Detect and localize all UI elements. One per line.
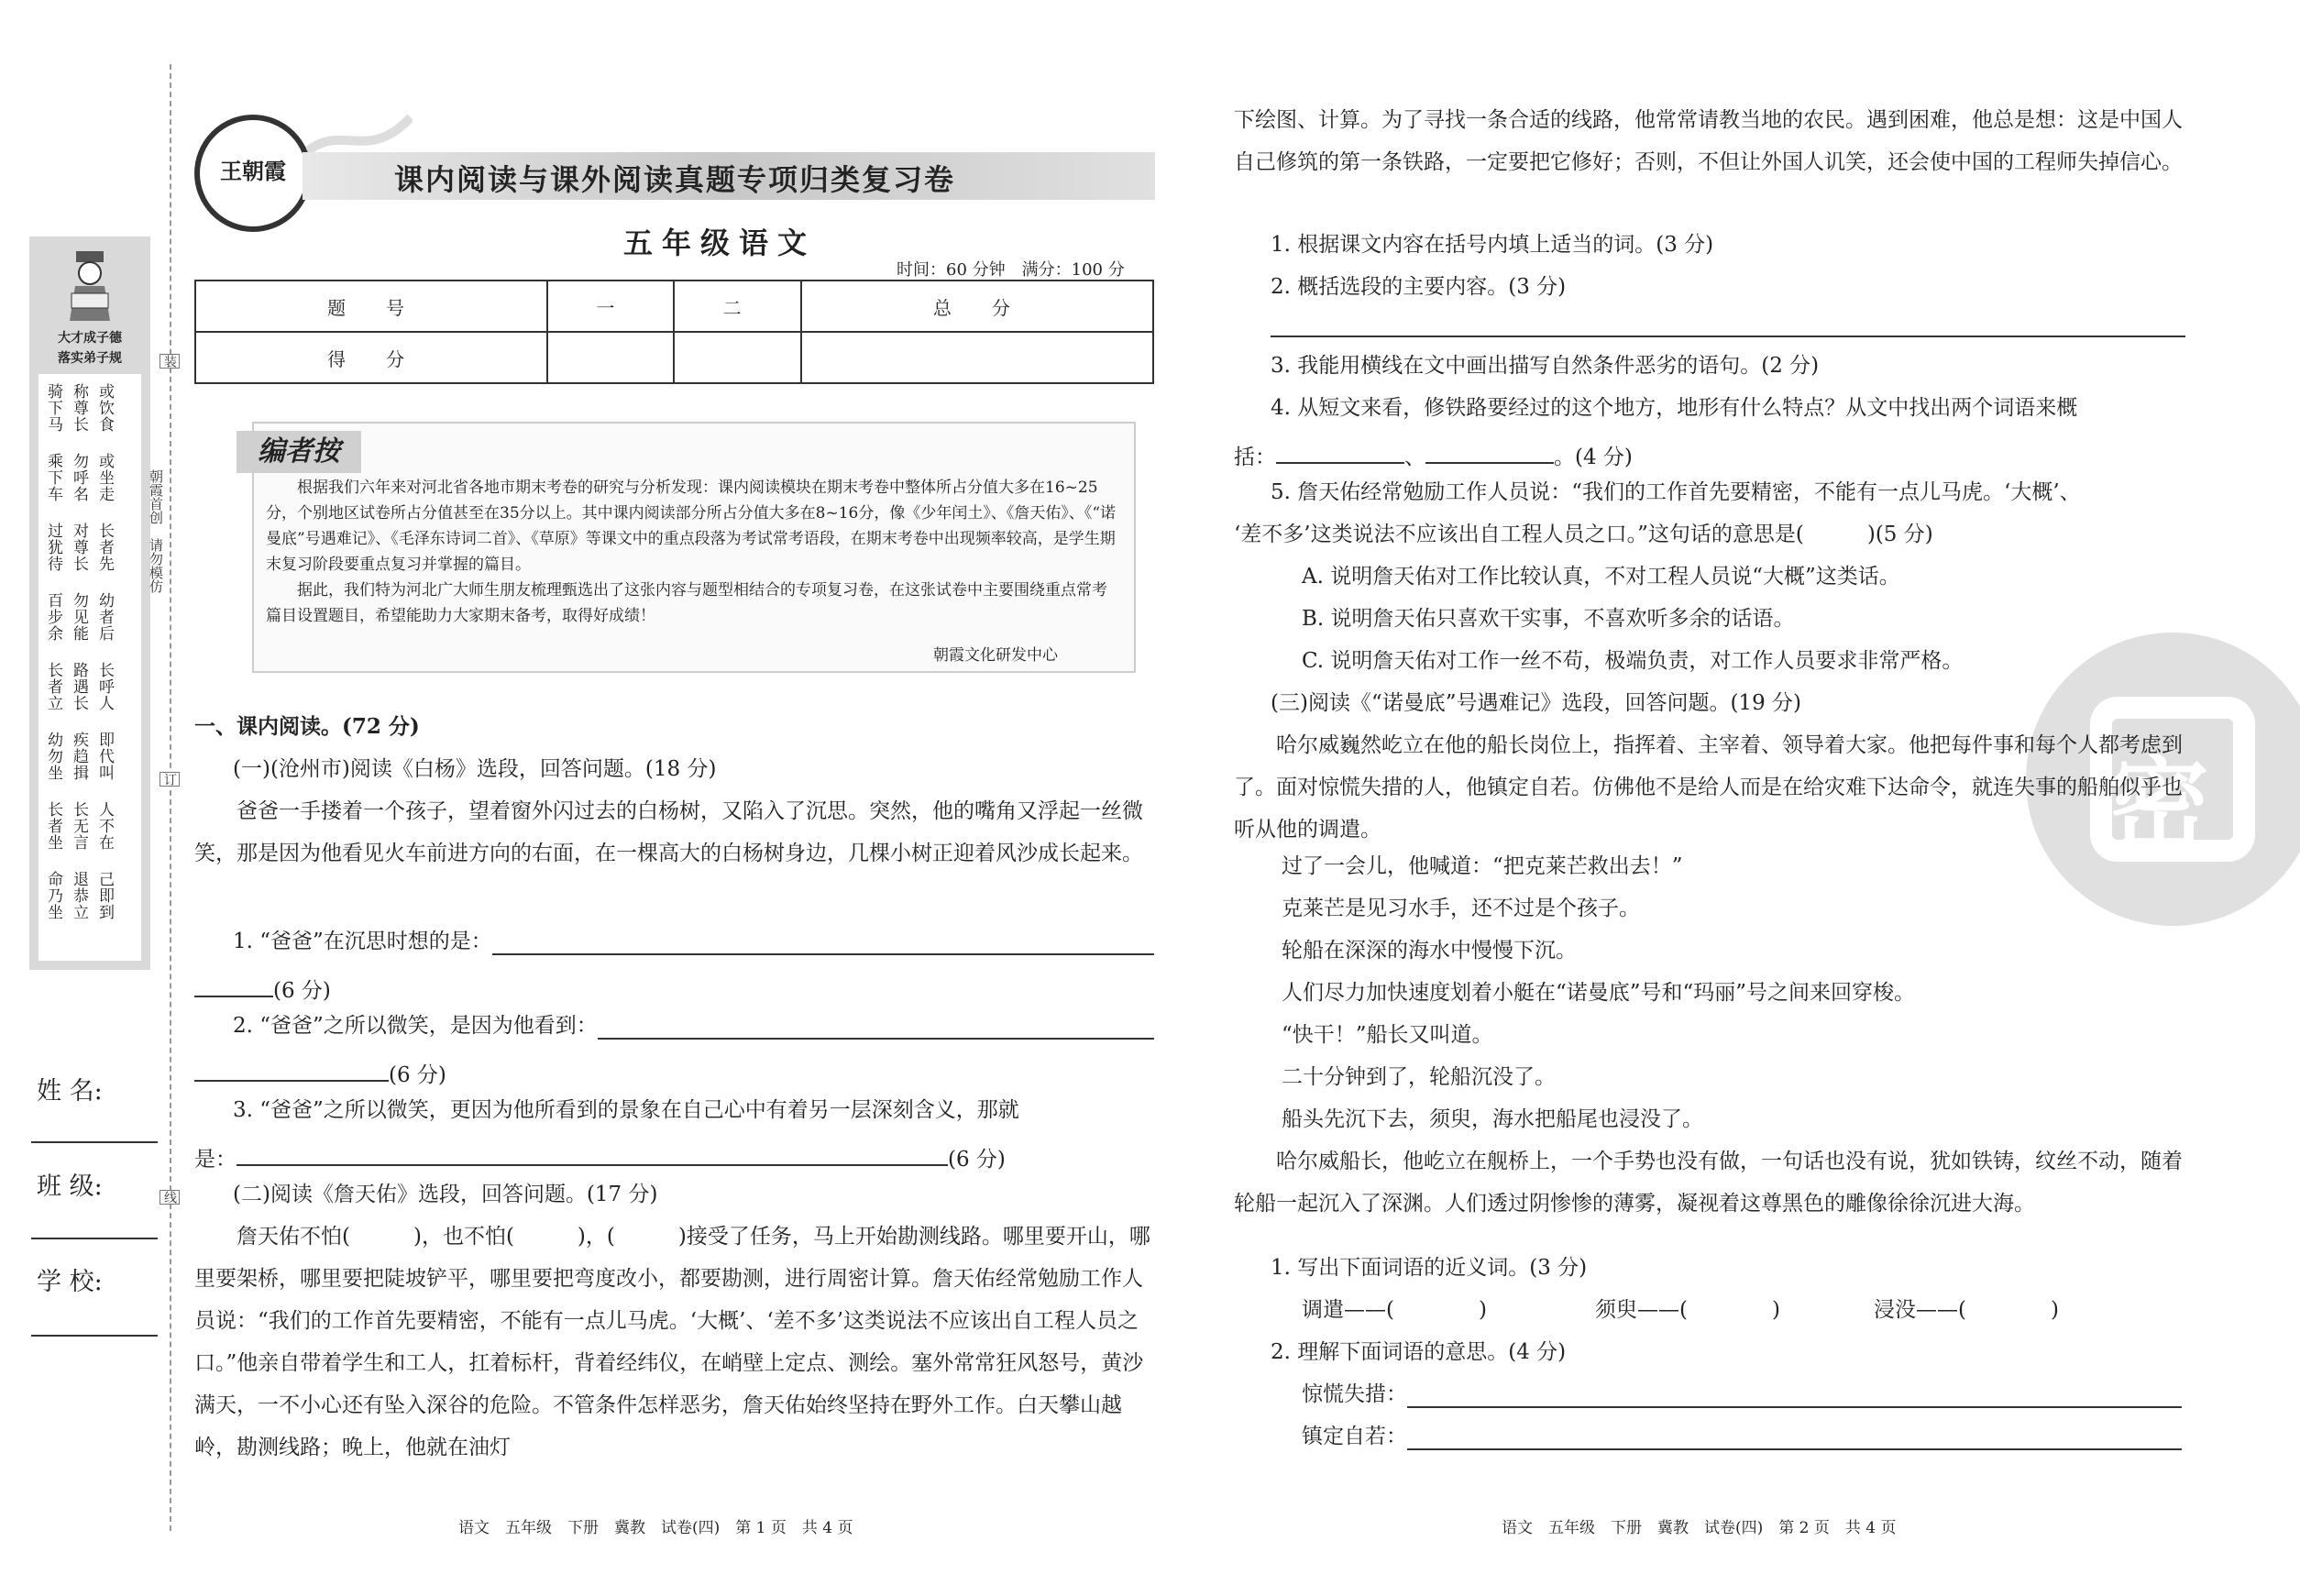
question-heading: (二)阅读《詹天佑》选段，回答问题。(17 分) [233,1183,658,1206]
scholar-figure [62,249,117,323]
seal-mark: 订 [160,772,180,787]
answer-line[interactable] [492,920,1154,955]
table-cell: 一 [547,281,674,332]
question-item: 镇定自若： [1302,1415,2182,1458]
question-item: 2. 理解下面词语的意思。(4 分) [1271,1340,1567,1364]
question-item: 括： 、 。(4 分) [1234,429,1633,479]
passage-line: 轮船在深深的海水中慢慢下沉。 [1282,939,1577,963]
watermark-text: 密 [2108,745,2209,864]
question-item: 1. “爸爸”在沉思时想的是： [233,920,1154,963]
table-cell: 得 分 [195,332,547,383]
rule-row: 百步余 勿见能 幼者后 [44,592,114,642]
editor-note-heading: 编者按 [237,431,361,473]
question-item: ‘差不多’这类说法不应该出自工程人员之口。”这句话的意思是( )(5 分) [1234,523,1933,546]
question-item: 1. 写出下面词语的近义词。(3 分) [1271,1256,1588,1280]
passage-line: 过了一会儿，他喊道：“把克莱芒救出去！” [1282,854,1683,878]
question-item: 2. 概括选段的主要内容。(3 分) [1271,275,1567,299]
rule-row: 乘下车 勿呼名 或坐走 [44,453,114,502]
passage-text: 哈尔威巍然屹立在他的船长岗位上，指挥着、主宰着、领导着大家。他把每件事和每个人都考虑到了。面对惊慌失措的人，他镇定自若。仿佛他不是给人而是在给灾难下达命令，就连失事的船舶似乎也听从他的调遣。 [1234,733,2183,842]
table-cell: 题 号 [195,281,547,332]
rule-row: 长者坐 长无言 人不在 [44,801,114,851]
answer-line[interactable] [237,1131,948,1166]
question-item: 5. 詹天佑经常勉励工作人员说：“我们的工作首先要精密，不能有一点儿马虎。‘大概’、 [1271,480,2081,504]
seal-mark: 装 [160,354,180,369]
rules-list [44,383,145,941]
school-field[interactable] [31,1335,158,1337]
rule-row: 命乃坐 退恭立 己即到 [44,871,114,920]
rule-row: 骑下马 称尊长 或饮食 [44,383,114,433]
question-item: (6 分) [194,1047,446,1096]
question-item: 4. 从短文来看，修铁路要经过的这个地方，地形有什么特点？从文中找出两个词语来概 [1271,396,2078,420]
exam-meta: 时间：60 分钟 满分：100 分 [897,260,1125,280]
class-label: 班 级: [37,1172,103,1201]
passage-text: 詹天佑不怕( )，也不怕( )，( )接受了任务，马上开始勘测线路。哪里要开山，哪里要架桥，哪里要把陡坡铲平，哪里要把弯度改小，都要勘测，进行周密计算。詹天佑经常勉励工作人员说：“我们的工作首先要精密，不能有一点儿马虎。‘大概’、‘差不多’这类说法不应该出自工程人员之口。”他亲自带着学生和工人，扛着标杆，背着经纬仪，在峭壁上定点、测绘。塞外常常狂风怒号，黄沙满天，一不小心还有坠入深谷的危险。不管条件怎样恶劣，詹天佑始终坚持在野外工作。白天攀山越岭，勘测线路；晚上，他就在油灯 [194,1225,1150,1459]
passage-line: 人们尽力加快速度划着小艇在“诺曼底”号和“玛丽”号之间来回穿梭。 [1282,981,1916,1005]
editor-note-paragraph: 据此，我们特为河北广大师生朋友梳理甄选出了这张内容与题型相结合的专项复习卷，在这张试卷中主要围绕重点常考篇目设置题目，希望能助力大家期末备考，取得好成绩！ [266,581,1107,625]
rule-row: 长者立 路遇长 长呼人 [44,662,114,711]
question-heading: (三)阅读《“诺曼底”号遇难记》选段，回答问题。(19 分) [1271,691,1801,715]
rule-row: 幼勿坐 疾趋揖 即代叫 [44,732,114,781]
section-heading: 一、课内阅读。(72 分) [194,714,420,739]
motto-line: 落实弟子规 [58,351,122,366]
passage-line: “快干！”船长又叫道。 [1282,1023,1493,1047]
question-heading: (一)(沧州市)阅读《白杨》选段，回答问题。(18 分) [233,757,717,781]
subject-title: 五年级语文 [623,226,817,260]
score-table [194,280,1154,384]
question-item: 1. 根据课文内容在括号内填上适当的词。(3 分) [1271,233,1714,257]
passage-line: 船头先沉下去，须臾，海水把船尾也浸没了。 [1282,1107,1703,1131]
synonym-blank[interactable]: 调遣——( ) [1302,1298,1487,1322]
answer-line[interactable] [194,1047,389,1082]
rule-row: 过犹待 对尊长 长者先 [44,523,114,572]
name-label: 姓 名: [37,1077,103,1106]
score-cell[interactable] [547,332,674,383]
editor-note-signature: 朝霞文化研发中心 [933,646,1058,665]
answer-line[interactable] [1407,1373,2182,1408]
score-cell[interactable] [801,332,1153,383]
seal-mark: 线 [160,1190,180,1205]
passage-line: 二十分钟到了，轮船沉没了。 [1282,1065,1556,1089]
answer-line[interactable] [1407,1415,2182,1450]
answer-line[interactable] [598,1005,1154,1040]
sidebar-panel [29,237,150,970]
question-item: 3. “爸爸”之所以微笑，更因为他所看到的景象在自己心中有着另一层深刻含义，那就 [233,1098,1019,1122]
name-field[interactable] [31,1141,158,1143]
answer-line[interactable] [194,963,273,997]
editor-note-paragraph: 根据我们六年来对河北省各地市期末考卷的研究与分析发现：课内阅读模块在期末考卷中整体所占分值大多在16~25分，个别地区试卷所占分值甚至在35分以上。其中课内阅读部分所占分值大多在8~16分，像《少年闰土》、《詹天佑》、《“诺曼底”号遇难记》、《毛泽东诗词二首》、《草原》等课文中的重点段落为考试常考语段，在期末考卷中出现频率较高，是学生期末复习阶段要重点复习并掌握的篇目。 [266,479,1117,574]
question-item: 3. 我能用横线在文中画出描写自然条件恶劣的语句。(2 分) [1271,354,1820,378]
choice-option[interactable]: A. 说明詹天佑对工作比较认真，不对工程人员说“大概”这类话。 [1302,565,1900,589]
motto-line: 大才成子德 [58,331,122,346]
table-cell: 二 [674,281,800,332]
question-item: 惊慌失措： [1302,1373,2182,1415]
synonym-blank[interactable]: 浸没——( ) [1874,1298,2059,1322]
page-title: 课内阅读与课外阅读真题专项归类复习卷 [394,162,956,197]
publisher-logo: 王朝霞 [194,115,312,232]
passage-text: 爸爸一手搂着一个孩子，望着窗外闪过去的白杨树，又陷入了沉思。突然，他的嘴角又浮起一丝微笑，那是因为他看见火车前进方向的右面，在一棵高大的白杨树身边，几棵小树正迎着风沙成长起来。 [194,799,1143,865]
question-item: (6 分) [194,963,331,1012]
passage-text: 下绘图、计算。为了寻找一条合适的线路，他常常请教当地的农民。遇到困难，他总是想：这是中国人自己修筑的第一条铁路，一定要把它修好；否则，不但让外国人讥笑，还会使中国的工程师失掉信心。 [1234,108,2183,174]
copyright-note: 朝霞首创 请勿模仿 [148,469,164,593]
class-field[interactable] [31,1238,158,1239]
answer-line[interactable] [1425,429,1554,464]
choice-option[interactable]: C. 说明詹天佑对工作一丝不苟，极端负责，对工作人员要求非常严格。 [1302,649,1964,673]
passage-line: 克莱芒是见习水手，还不过是个孩子。 [1282,897,1640,920]
fold-line [170,64,171,1531]
choice-option[interactable]: B. 说明詹天佑只喜欢干实事，不喜欢听多余的话语。 [1302,607,1795,631]
page-footer: 语文 五年级 下册 冀教 试卷(四) 第 2 页 共 4 页 [1502,1519,1897,1537]
editor-note-body [266,475,1122,629]
table-row [195,281,1153,332]
school-label: 学 校: [37,1268,103,1296]
synonym-blank[interactable]: 须臾——( ) [1595,1298,1780,1322]
table-row [195,332,1153,383]
answer-line[interactable] [1276,429,1404,464]
answer-line[interactable] [1271,336,2185,337]
table-cell: 总 分 [801,281,1153,332]
page-footer: 语文 五年级 下册 冀教 试卷(四) 第 1 页 共 4 页 [458,1519,853,1537]
question-item: 是： (6 分) [194,1131,1006,1181]
question-item: 2. “爸爸”之所以微笑，是因为他看到： [233,1005,1154,1047]
passage-text: 哈尔威船长，他屹立在舰桥上，一个手势也没有做，一句话也没有说，犹如铁铸，纹丝不动，随着轮船一起沉入了深渊。人们透过阴惨惨的薄雾，凝视着这尊黑色的雕像徐徐沉进大海。 [1234,1150,2183,1216]
score-cell[interactable] [674,332,800,383]
